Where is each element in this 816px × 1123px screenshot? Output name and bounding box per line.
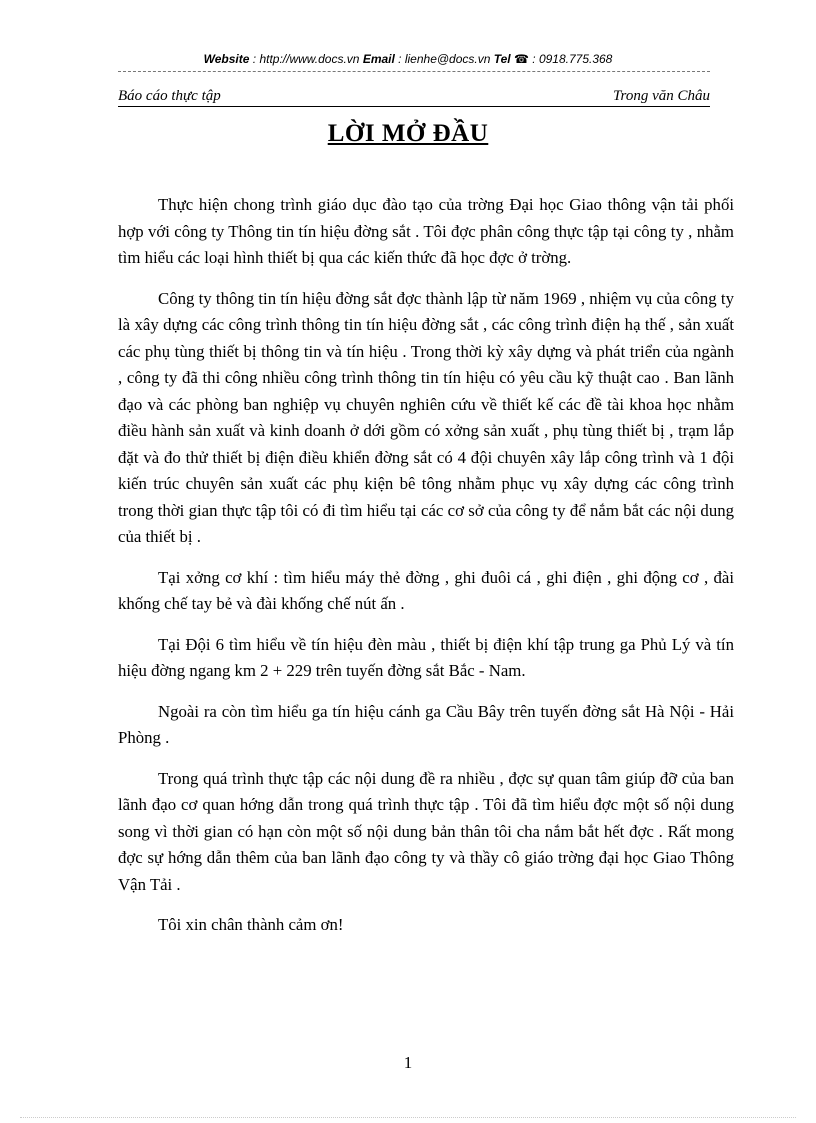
paragraph: Thực hiện chong trình giáo dục đào tạo của trờng Đại học Giao thông vận tải phối hợp với công ty Thông tin tín hiệu đờng sắt . Tôi đợc phân công thực tập tại công ty , nhằm tìm hiểu các loại hình thiết bị qua các kiến thức đã học đợc ở trờng.	[118, 195, 734, 267]
page-title: LỜI MỞ ĐẦU	[327, 120, 489, 147]
running-header	[118, 88, 710, 107]
email-label: Email	[362, 52, 395, 66]
email-value[interactable]: : lienhe@docs.vn	[394, 52, 494, 66]
website-label: Website	[203, 52, 250, 66]
paragraph: Trong quá trình thực tập các nội dung đề ra nhiều , đợc sự quan tâm giúp đỡ của ban lãnh đạo cơ quan hớng dẫn trong quá trình thực tập . Tôi đã tìm hiểu đợc một số nội dung song vì thời gian có hạn còn một số nội dung bản thân tôi cha nắm bắt hết đợc . Rất mong đợc sự hớng dẫn thêm của ban lãnh đạo công ty và thầy cô giáo trờng đại học Giao Thông Vận Tải .	[118, 768, 734, 894]
running-header-left: Báo cáo thực tập	[118, 88, 221, 104]
paragraph: Tại xởng cơ khí : tìm hiểu máy thẻ đờng , ghi đuôi cá , ghi điện , ghi động cơ , đài khống chế tay bẻ và đài khống chế nút ấn .	[118, 567, 734, 613]
page-number: 1	[403, 1053, 413, 1072]
document-body	[118, 192, 734, 953]
site-header	[0, 52, 816, 66]
paragraph: Tôi xin chân thành cảm ơn!	[158, 915, 344, 934]
paragraph: Tại Đội 6 tìm hiểu về tín hiệu đèn màu , thiết bị điện khí tập trung ga Phủ Lý và tín hiệu đờng ngang km 2 + 229 trên tuyến đờng sắt Bắc - Nam.	[118, 634, 734, 680]
tel-label: Tel	[493, 52, 511, 66]
header-divider	[118, 71, 710, 72]
running-header-right: Trong văn Châu	[613, 88, 710, 104]
footer-divider	[20, 1117, 796, 1118]
tel-value: ☎ : 0918.775.368	[510, 52, 613, 66]
paragraph: Ngoài ra còn tìm hiểu ga tín hiệu cánh ga Cầu Bây trên tuyến đờng sắt Hà Nội - Hải Phòng .	[118, 701, 734, 747]
website-value[interactable]: : http://www.docs.vn	[249, 52, 363, 66]
paragraph: Công ty thông tin tín hiệu đờng sắt đợc thành lập từ năm 1969 , nhiệm vụ của công ty là xây dựng các công trình thông tin tín hiệu đờng sắt , các công trình điện hạ thế , sản xuất các phụ tùng thiết bị thông tin và tín hiệu . Trong thời kỳ xây dựng và phát triển của ngành , công ty đã thi công nhiều công trình thông tin tín hiệu có yêu cầu kỹ thuật cao . Ban lãnh đạo và các phòng ban nghiệp vụ chuyên nghiên cứu về thiết kế các đề tài khoa học nhằm điều hành sản xuất và kinh doanh ở dới gồm có xởng sản xuất , phụ tùng thiết bị , trạm lắp đặt và đo thử thiết bị điện điều khiển đờng sắt có 4 đội chuyên xây lắp công trình và 1 đội kiến trúc chuyên sản xuất các phụ kiện bê tông nhằm phục vụ xây dựng các công trình trong thời gian thực tập tôi có đi tìm hiểu tại các cơ sở của công ty để nắm bắt các nội dung của thiết bị .	[118, 288, 734, 546]
